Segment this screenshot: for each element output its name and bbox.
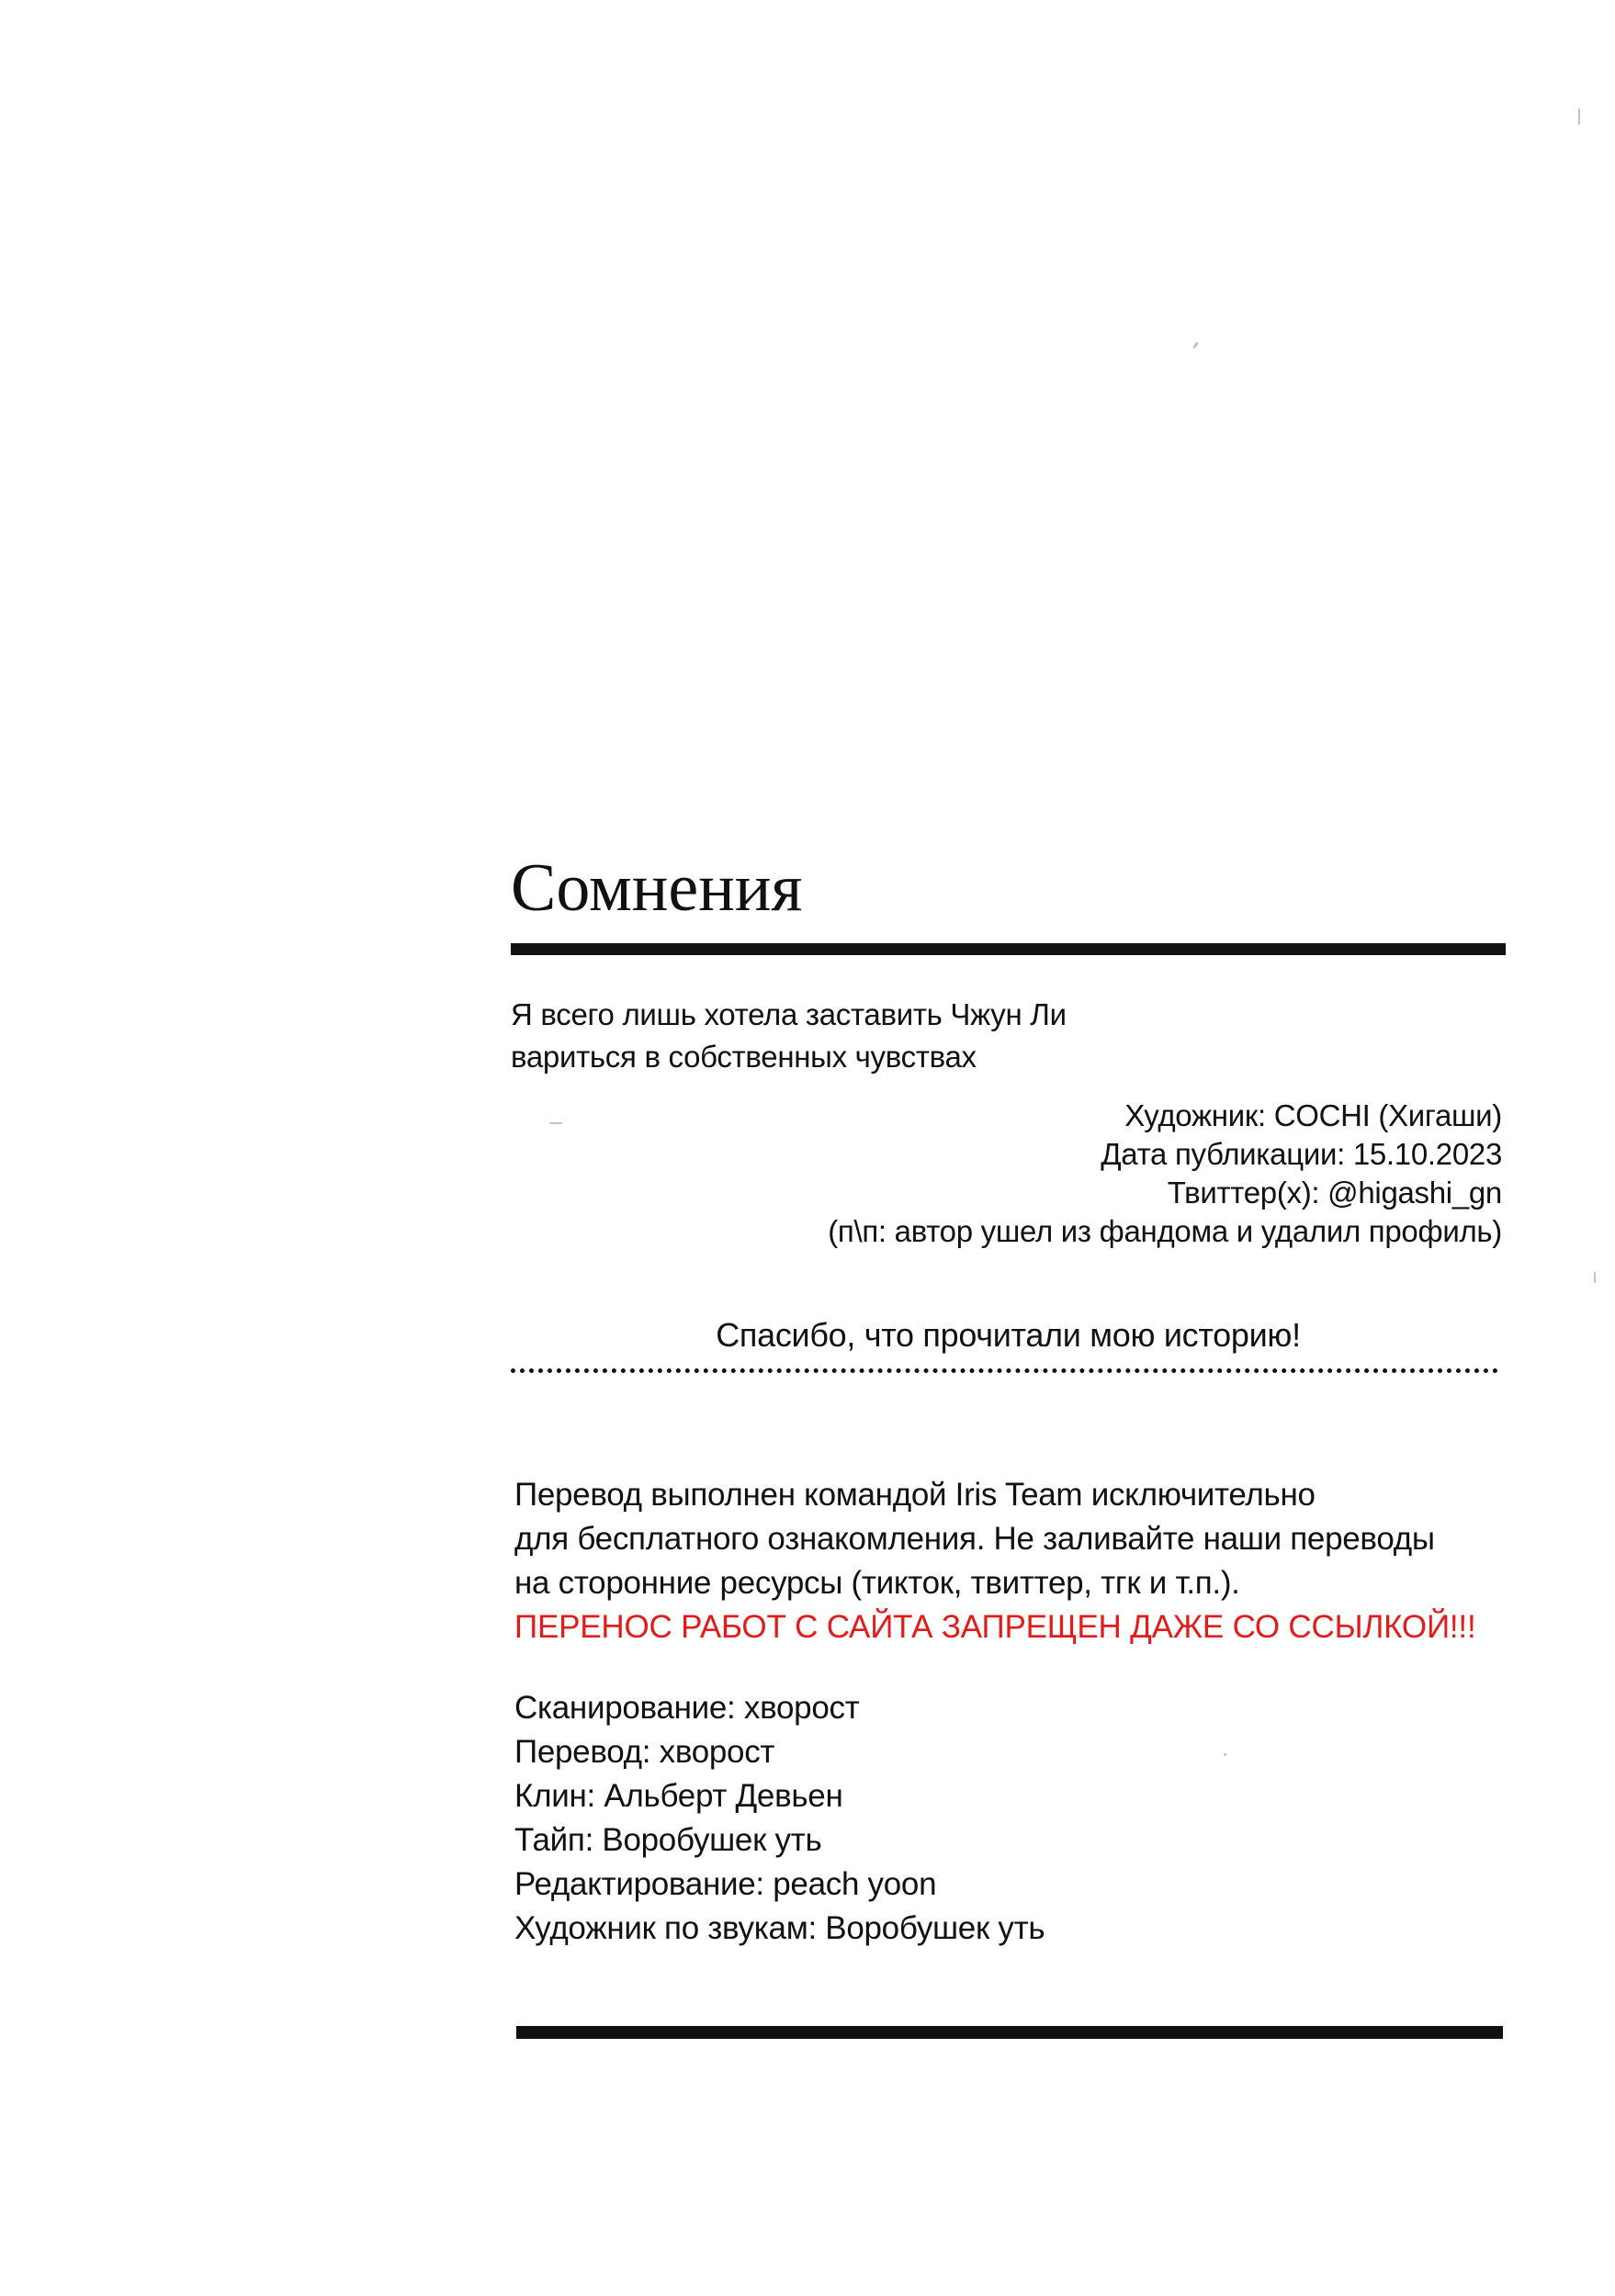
- credit-clean: Клин: Альберт Девьен: [514, 1778, 843, 1814]
- artist-line: Художник: COCHI (Хигаши): [1124, 1098, 1502, 1132]
- twitter-line: Твиттер(x): @higashi_gn: [1167, 1176, 1502, 1210]
- subtitle: [511, 994, 1067, 1078]
- notice-line: Перевод выполнен командой Iris Team исключительно: [514, 1477, 1316, 1513]
- subtitle-line: Я всего лишь хотела заставить Чжун Ли: [511, 997, 1067, 1031]
- notice-line: для бесплатного ознакомления. Не заливайте наши переводы: [514, 1521, 1435, 1557]
- page-title: Сомнения: [511, 850, 803, 926]
- author-info: [828, 1097, 1502, 1251]
- credit-translation: Перевод: хворост: [514, 1734, 775, 1770]
- scan-speck: [1192, 342, 1199, 349]
- title-divider: [511, 943, 1506, 955]
- bottom-divider: [516, 2026, 1503, 2039]
- translation-notice: [514, 1473, 1475, 1649]
- scan-speck: [549, 1122, 562, 1124]
- scan-speck: [1594, 1272, 1596, 1283]
- credit-scan: Сканирование: хворост: [514, 1690, 860, 1726]
- dotted-divider: [511, 1368, 1498, 1373]
- thanks-message: Спасибо, что прочитали мою историю!: [716, 1316, 1301, 1354]
- publication-date-line: Дата публикации: 15.10.2023: [1101, 1137, 1502, 1171]
- credit-sfx-artist: Художник по звукам: Воробушек уть: [514, 1910, 1045, 1946]
- scan-speck: [1224, 1753, 1226, 1756]
- team-credits: [514, 1686, 1045, 1951]
- translator-note-line: (п\п: автор ушел из фандома и удалил профиль): [828, 1214, 1502, 1248]
- credit-editing: Редактирование: peach yoon: [514, 1866, 937, 1902]
- credit-typeset: Тайп: Воробушек уть: [514, 1822, 822, 1858]
- notice-line: на сторонние ресурсы (тикток, твиттер, тгк и т.п.).: [514, 1565, 1240, 1601]
- reupload-warning: ПЕРЕНОС РАБОТ С САЙТА ЗАПРЕЩЕН ДАЖЕ СО ССЫЛКОЙ!!!: [514, 1609, 1476, 1645]
- subtitle-line: вариться в собственных чувствах: [511, 1040, 977, 1074]
- scan-speck: [1578, 108, 1580, 125]
